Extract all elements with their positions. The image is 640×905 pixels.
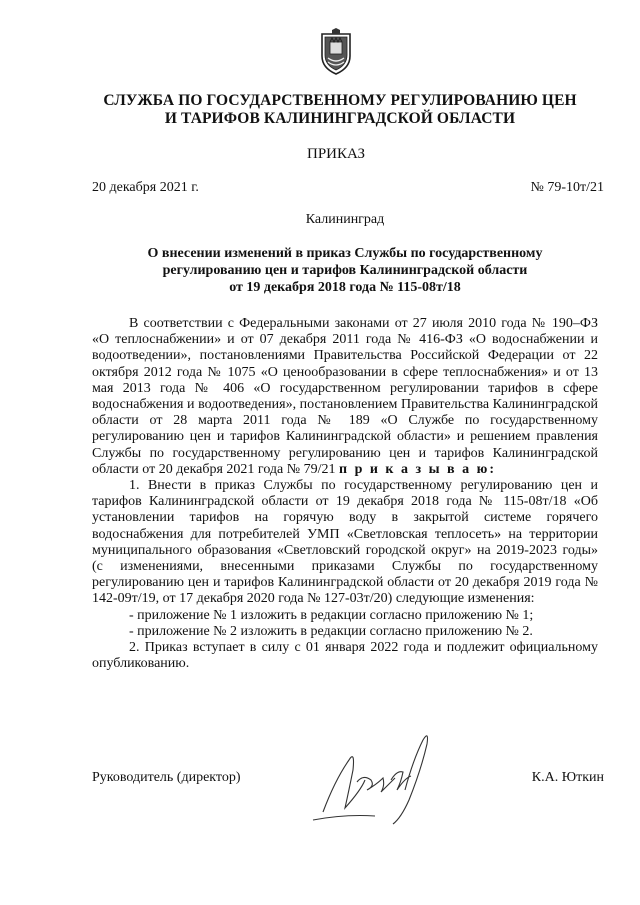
document-number: № 79-10т/21: [530, 180, 604, 195]
preamble-text: В соответствии с Федеральными законами от 27 июля 2010 года № 190–ФЗ «О теплоснабжении» и от 07 декабря 2011 года № 416-ФЗ «О водоснабжении и водоотведении», постановлениями Правительства Российской Федерации от 22 октября 2012 года № 1075 «О ценообразовании в сфере теплоснабжения» и от 13 мая 2013 года № 406 «О государственном регулировании тарифов в сфере водоснабжения и водоотведения», постановлением Правительства Калининградской области от 28 марта 2011 года № 189 «О Службе по государственному регулированию цен и тарифов Калининградской области» и решением правления Службы по государственному регулированию цен и тарифов Калининградской области от 20 декабря 2021 года № 79/21: [92, 316, 598, 477]
document-subject: [90, 245, 600, 296]
document-subject-line3: от 19 декабря 2018 года № 115-08т/18: [229, 280, 461, 295]
clause-1-paragraph: 1. Внести в приказ Службы по государственному регулированию цен и тарифов Калининградской области от 19 декабря 2018 года № 115-08т/18 «Об установлении тарифов на горячую воду в закрытой системе горячего водоснабжения для потребителей УМП «Светловская теплосеть» на территории муниципального образования «Светловский городской округ» на 2019-2023 годы» (с изменениями, внесенными приказами Службы по государственному регулированию цен и тарифов Калининградской области от 20 декабря 2019 года № 142-09т/19, от 17 декабря 2020 года № 127-03т/20) следующие изменения:: [92, 478, 598, 607]
document-subject-line1: О внесении изменений в приказ Службы по государственному: [147, 246, 543, 261]
coat-of-arms-icon: [318, 28, 354, 76]
order-command: п р и к а з ы в а ю:: [339, 461, 496, 477]
signer-name: К.А. Юткин: [531, 770, 604, 785]
document-body: [92, 316, 598, 672]
signer-position: Руководитель (директор): [92, 770, 241, 785]
preamble-paragraph: [92, 316, 598, 478]
clause-2-paragraph: 2. Приказ вступает в силу с 01 января 2022 года и подлежит официальному опубликованию.: [92, 640, 598, 672]
document-type: ПРИКАЗ: [307, 146, 365, 162]
change-item-2: - приложение № 2 изложить в редакции согласно приложению № 2.: [129, 623, 533, 639]
change-item-1: - приложение № 1 изложить в редакции согласно приложению № 1;: [129, 607, 534, 623]
organization-header-line2: И ТАРИФОВ КАЛИНИНГРАДСКОЙ ОБЛАСТИ: [164, 110, 516, 127]
document-city: Калининград: [305, 212, 385, 227]
document-subject-line2: регулированию цен и тарифов Калининградской области: [162, 263, 528, 278]
organization-header: [70, 92, 610, 128]
document-date: 20 декабря 2021 г.: [92, 180, 199, 195]
handwritten-signature: [305, 720, 445, 830]
organization-header-line1: СЛУЖБА ПО ГОСУДАРСТВЕННОМУ РЕГУЛИРОВАНИЮ ЦЕН: [103, 92, 577, 109]
